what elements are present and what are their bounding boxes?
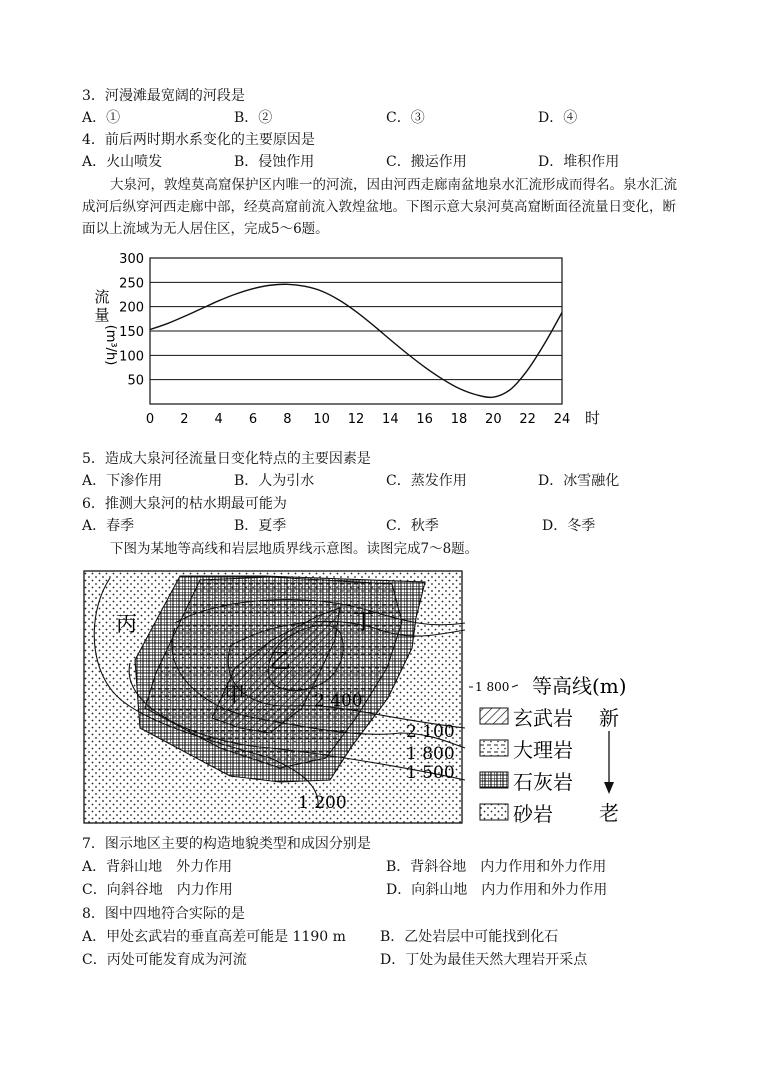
x-tick-label: 24 (553, 412, 571, 427)
y-tick-label: 300 (119, 252, 144, 267)
y-tick-label: 250 (119, 276, 144, 292)
runoff-curve (150, 284, 562, 397)
q7-option-b: B．背斜谷地 内力作用和外力作用 (386, 859, 607, 875)
q3-stem: 3．河漫滩最宽阔的河段是 (82, 88, 245, 104)
q4-option-c: C．搬运作用 (386, 154, 467, 170)
legend-contour-sample: 1 800 (475, 680, 510, 694)
x-tick-labels (146, 412, 570, 427)
y-axis-unit: (m³/h) (103, 324, 118, 366)
label-bing: 丙 (116, 612, 137, 636)
legend-marble-swatch (480, 740, 508, 756)
geology-map (80, 568, 650, 826)
x-tick-label: 4 (214, 412, 223, 427)
q6-option-d: D．冬季 (542, 518, 596, 534)
runoff-chart (88, 250, 608, 435)
legend-limestone-swatch (480, 772, 508, 788)
q8-stem: 8．图中四地符合实际的是 (82, 906, 245, 922)
q4-option-b: B．侵蚀作用 (234, 154, 315, 170)
q7-option-c: C．向斜谷地 内力作用 (82, 882, 233, 898)
legend-old: 老 (599, 801, 619, 825)
q5-stem: 5．造成大泉河径流量日变化特点的主要因素是 (82, 451, 371, 467)
q5-option-c: C．蒸发作用 (386, 473, 467, 489)
q8-option-d: D．丁处为最佳天然大理岩开采点 (380, 952, 588, 968)
legend-basalt-swatch (480, 708, 508, 724)
q3-option-a: A．① (82, 110, 121, 126)
q6-option-c: C．秋季 (386, 518, 439, 534)
passage-7-8: 下图为某地等高线和岩层地质界线示意图。读图完成7～8题。 (110, 541, 479, 557)
x-tick-label: 14 (382, 412, 399, 427)
q7-option-a: A．背斜山地 外力作用 (82, 859, 233, 875)
x-axis-unit: 时 (585, 409, 601, 427)
q5-option-b: B．人为引水 (234, 473, 315, 489)
contour-label-1800: 1 800 (406, 744, 455, 764)
x-tick-label: 20 (485, 412, 502, 427)
q3-option-d: D．④ (538, 110, 578, 126)
x-tick-label: 22 (519, 412, 536, 427)
y-tick-label: 100 (119, 349, 144, 365)
legend-sandstone-swatch (480, 804, 508, 820)
y-tick-label: 50 (127, 373, 144, 389)
q6-option-a: A．春季 (82, 518, 135, 534)
legend-limestone: 石灰岩 (513, 770, 573, 794)
y-tick-label: 150 (119, 325, 144, 340)
passage-5-6 (82, 174, 682, 240)
q7-option-d: D．向斜山地 内力作用和外力作用 (386, 882, 608, 898)
chart-grid (150, 258, 562, 404)
legend-new: 新 (599, 706, 619, 730)
q5-option-a: A．下渗作用 (82, 473, 163, 489)
label-jia: 甲 (224, 683, 245, 707)
y-tick-labels (119, 252, 144, 389)
label-yi: 乙 (270, 649, 291, 673)
legend-marble: 大理岩 (513, 738, 573, 762)
q8-option-c: C．丙处可能发育成为河流 (82, 952, 247, 968)
q8-option-a: A．甲处玄武岩的垂直高差可能是 1190 m (82, 929, 346, 945)
y-axis-label-2: 量 (94, 306, 110, 324)
q3-option-c: C．③ (386, 110, 425, 126)
q6-stem: 6．推测大泉河的枯水期最可能为 (82, 496, 287, 512)
y-axis-label-1: 流 (94, 288, 110, 306)
x-tick-label: 0 (145, 412, 155, 427)
contour-label-2400: 2 400 (314, 691, 363, 711)
x-tick-label: 12 (347, 412, 365, 427)
x-tick-label: 6 (248, 412, 258, 427)
legend-basalt: 玄武岩 (513, 706, 573, 730)
q4-stem: 4．前后两时期水系变化的主要原因是 (82, 132, 315, 148)
y-tick-label: 200 (119, 300, 144, 316)
x-tick-label: 2 (180, 412, 189, 427)
q6-option-b: B．夏季 (234, 518, 287, 534)
label-ding: 丁 (353, 610, 374, 634)
q8-option-b: B．乙处岩层中可能找到化石 (380, 929, 559, 945)
q4-option-d: D．堆积作用 (538, 154, 620, 170)
q3-option-b: B．② (234, 110, 273, 126)
x-tick-label: 8 (283, 412, 292, 427)
legend-contour-label: 等高线(m) (532, 674, 627, 698)
contour-label-1500: 1 500 (406, 763, 455, 783)
x-tick-label: 16 (416, 412, 433, 427)
x-tick-label: 18 (450, 412, 468, 427)
contour-label-2100: 2 100 (406, 722, 455, 742)
contour-label-1200: 1 200 (298, 793, 347, 813)
x-tick-label: 10 (313, 412, 330, 427)
q5-option-d: D．冰雪融化 (538, 473, 620, 489)
q4-option-a: A．火山喷发 (82, 154, 163, 170)
passage-5-6-text: 大泉河，敦煌莫高窟保护区内唯一的河流，因由河西走廊南盆地泉水汇流形成而得名。泉水汇流成河后纵穿河西走廊中部，经莫高窟前流入敦煌盆地。下图示意大泉河莫高窟断面径流量日变化，断面以上流域为无人居住区，完成5～6题。 (82, 177, 677, 237)
q7-stem: 7．图示地区主要的构造地貌类型和成因分别是 (82, 836, 371, 852)
legend-sandstone: 砂岩 (513, 802, 553, 826)
